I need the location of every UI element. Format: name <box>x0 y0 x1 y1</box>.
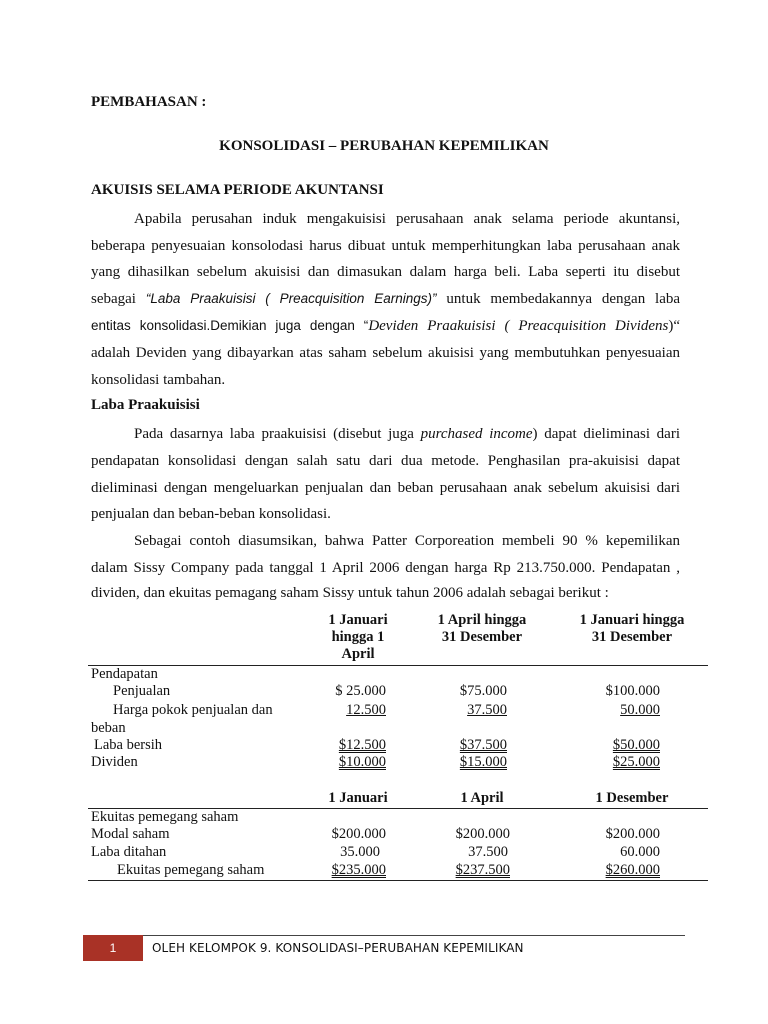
footer-page-number: 1 <box>109 941 117 955</box>
cell-total-2: $237.500 <box>455 862 510 878</box>
col-header-3: 1 Januari hingga 31 Desember <box>579 612 685 645</box>
row-label-sales: Penjualan <box>113 683 171 699</box>
cell-retained-1: 35.000 <box>340 844 380 860</box>
income-section-label: Pendapatan <box>91 666 158 682</box>
cell-sales-3: $100.000 <box>605 683 660 699</box>
cell-retained-3: 60.000 <box>620 844 660 860</box>
cell-capital-2: $200.000 <box>455 826 510 842</box>
cell-div-3: $25.000 <box>612 754 660 770</box>
col2-header-3: 1 Desember <box>595 790 669 806</box>
para2-line3: dieliminasi dengan mengeluarkan penjualan dan beban perusahaan anak sebelum akuisisi dari <box>91 480 680 496</box>
para1-line6: adalah Deviden yang dibayarkan atas saham sebelum akuisisi yang membutuhkan penyesuaian <box>91 345 680 361</box>
para2-line4: penjualan dan beban-beban konsolidasi. <box>91 506 331 522</box>
row-label-net: Laba bersih <box>94 737 163 753</box>
section-title: AKUISIS SELAMA PERIODE AKUNTANSI <box>91 182 384 198</box>
heading: PEMBAHASAN : <box>91 94 207 110</box>
para1-line3: yang dihasilkan sebelum akuisisi dan dimasukan dalam harga beli. Laba seperti itu disebut <box>91 264 680 280</box>
row-label-retained: Laba ditahan <box>91 844 167 860</box>
footer-text: OLEH KELOMPOK 9. KONSOLIDASI–PERUBAHAN KEPEMILIKAN <box>152 941 524 955</box>
cell-retained-2: 37.500 <box>468 844 508 860</box>
equity-section-label: Ekuitas pemegang saham <box>91 809 239 825</box>
col-header-2: 1 April hingga 31 Desember <box>437 612 527 645</box>
cell-div-2: $15.000 <box>459 754 507 770</box>
para1-line2: beberapa penyesuaian konsolodasi harus dibuat untuk memperhitungkan laba perusahaan anak <box>91 238 680 254</box>
cell-capital-3: $200.000 <box>605 826 660 842</box>
para3-line1: Sebagai contoh diasumsikan, bahwa Patter Corporeation membeli 90 % kepemilikan <box>134 533 680 549</box>
cell-div-1: $10.000 <box>338 754 386 770</box>
col2-header-1: 1 Januari <box>328 790 388 806</box>
para1-line4: sebagai “Laba Praakuisisi ( Preacquisition Earnings)” untuk membedakannya dengan laba <box>91 291 681 307</box>
cell-cogs-2: 37.500 <box>467 702 507 718</box>
cell-total-1: $235.000 <box>331 862 386 878</box>
col-header-1: 1 Januari hingga 1 April <box>328 612 388 662</box>
row-label-capital: Modal saham <box>91 826 170 842</box>
cell-sales-2: $75.000 <box>459 683 507 699</box>
row-label-cogs-1: Harga pokok penjualan dan <box>113 702 273 718</box>
table-rule <box>88 665 708 666</box>
col2-header-2: 1 April <box>460 790 504 806</box>
cell-net-2: $37.500 <box>459 737 507 753</box>
cell-cogs-1: 12.500 <box>346 702 386 718</box>
cell-cogs-3: 50.000 <box>620 702 660 718</box>
cell-net-1: $12.500 <box>338 737 386 753</box>
table-rule-bottom <box>88 880 708 881</box>
para3-line2: dalam Sissy Company pada tanggal 1 April 2006 dengan harga Rp 213.750.000. Pendapatan , <box>91 560 680 576</box>
para1-line5: entitas konsolidasi.Demikian juga dengan “Deviden Praakuisisi ( Preacquisition Dividens)“ <box>91 318 681 334</box>
cell-sales-1: $ 25.000 <box>335 683 386 699</box>
row-label-total-equity: Ekuitas pemegang saham <box>117 862 265 878</box>
para1-line1: Apabila perusahan induk mengakuisisi perusahaan anak selama periode akuntansi, <box>134 211 680 227</box>
para2-line1: Pada dasarnya laba praakuisisi (disebut juga purchased income) dapat dieliminasi dari <box>134 426 680 442</box>
footer-rule <box>143 935 685 936</box>
row-label-cogs-2: beban <box>91 720 126 736</box>
para1-line7: konsolidasi tambahan. <box>91 372 226 388</box>
cell-net-3: $50.000 <box>612 737 660 753</box>
document-title: KONSOLIDASI – PERUBAHAN KEPEMILIKAN <box>219 138 549 154</box>
row-label-div: Dividen <box>91 754 138 770</box>
para2-line2: pendapatan konsolidasi dengan salah satu dari dua metode. Penghasilan pra-akuisisi dapat <box>91 453 680 469</box>
cell-capital-1: $200.000 <box>331 826 386 842</box>
subheading: Laba Praakuisisi <box>91 397 200 413</box>
cell-total-3: $260.000 <box>605 862 660 878</box>
para3-line3: dividen, dan ekuitas pemagang saham Sissy untuk tahun 2006 adalah sebagai berikut : <box>91 585 609 601</box>
